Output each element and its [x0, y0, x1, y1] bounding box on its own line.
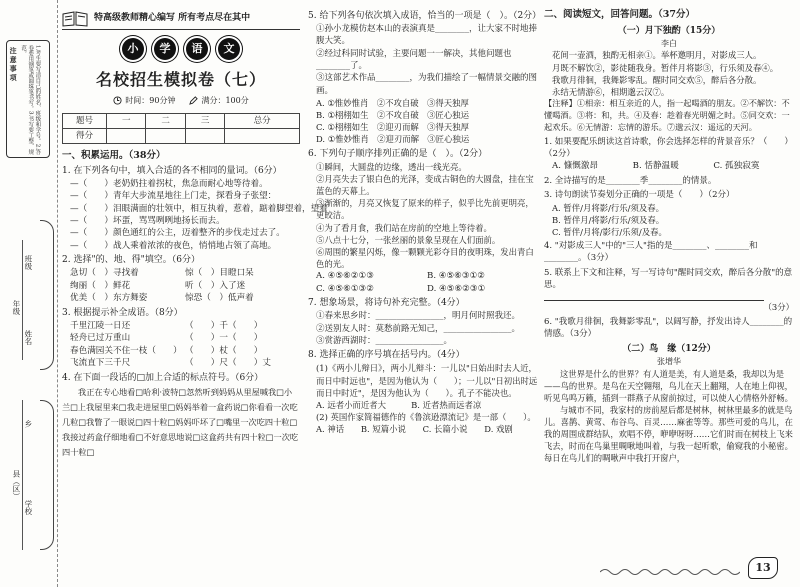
- option[interactable]: A. 远者小而近者大 B. 近者热而远者凉: [316, 399, 482, 410]
- table-cell: 二: [146, 113, 185, 128]
- fill-item[interactable]: 千里江陵一日还: [70, 320, 131, 331]
- question-line: ③渐渐的，月亮又恢复了原来的样子，似乎比先前更明亮，更皎洁。: [316, 198, 534, 221]
- option[interactable]: A. 暂伴/月将影/行乐/须及春。: [552, 202, 664, 213]
- pencil-icon: [189, 96, 198, 105]
- author: 张增华: [657, 357, 681, 367]
- option[interactable]: D. ④⑤⑥②③①: [427, 283, 486, 294]
- option[interactable]: A. ①惟妙惟肖 ②不攻自破 ③得天独厚: [316, 97, 469, 108]
- school-line[interactable]: [22, 400, 23, 550]
- column-1: [62, 8, 328, 460]
- annotation: 【注释】①相亲：相互亲近的人，指一起喝酒的朋友。②不解饮：不懂喝酒。③将：和，共。④及春：趁着春光明媚之时。⑤同交欢：一起欢乐。⑥无情游：忘情的游乐。⑦邈云汉：遥远的天河。: [544, 98, 790, 132]
- table-row: [63, 113, 300, 128]
- score-input-cell[interactable]: [225, 128, 300, 143]
- exam-title: 名校招生模拟卷（七）: [95, 70, 266, 89]
- subject-char: 文: [218, 38, 240, 60]
- table-cell: 得分: [63, 128, 107, 143]
- option[interactable]: D. ①惟妙惟肖 ②迎刃而解 ③匠心独运: [316, 134, 470, 145]
- town-label: 乡: [23, 420, 33, 428]
- table-cell: 三: [185, 113, 224, 128]
- question-line: (1)《两小儿辩日》，两小儿辩斗：一儿以"日始出时去人近，而日中时远也"，是因为他认为（ ）；一儿以"日初出时远而日中时近"，是因为他认为（ ）。孔子不能决也。: [316, 363, 538, 398]
- fill-item[interactable]: 惊（ ）目瞪口呆: [185, 268, 254, 279]
- book-icon: [62, 11, 88, 27]
- fill-item[interactable]: （ ）一（ ）: [185, 333, 263, 344]
- option[interactable]: C. 孤独寂寞: [713, 161, 760, 172]
- fill-item[interactable]: 春色满园关不住一枝（ ）: [70, 345, 182, 356]
- time-info: [113, 95, 175, 107]
- name-label: 姓名: [23, 330, 33, 345]
- fill-item[interactable]: 听（ ）入了迷: [185, 280, 246, 291]
- option[interactable]: A. 慷慨激昂: [552, 161, 599, 172]
- passage-title: （二）鸟 缘（12分）: [622, 344, 716, 355]
- option[interactable]: A. 神话 B. 短篇小说 C. 长篇小说 D. 戏剧: [316, 424, 513, 435]
- score-text: 满分：100分: [201, 96, 249, 106]
- option-grid: [62, 267, 300, 304]
- fill-item[interactable]: 急切（ ）寻找着: [70, 268, 139, 279]
- option[interactable]: A. ④⑤⑥②①③: [316, 271, 374, 282]
- question: 5. 给下列各句依次填入成语，恰当的一项是（ ）。（2分）: [308, 11, 542, 21]
- page-number: 13: [748, 557, 778, 579]
- question-line: —（ ）坏蛋，骂骂咧咧地扬长而去。: [70, 215, 225, 226]
- banner: [62, 8, 300, 30]
- score-input-cell[interactable]: [146, 128, 185, 143]
- fill-item[interactable]: 飞流直下三千尺: [70, 358, 131, 369]
- question-line: —（ ）颜色通红的公主，迈着整齐的步伐走过去了。: [70, 228, 285, 239]
- option[interactable]: C. 暂伴/月将/影行/乐须/及春。: [552, 226, 667, 237]
- question-line: ①瞬间，大圆盘的边缘，透出一线光亮。: [316, 161, 467, 172]
- passage-paragraph: 与城市不同，我家村的房前屋后都是树林，树林里最多的就是鸟儿。喜鹊、黄莺、布谷鸟、百灵……麻雀等等。那些可爱的鸟儿，在我的周围成群结队，欢唱不停，咿咿呀呀……它们时而在树枝上飞来飞去，时而在鸟巢里啁啾地叫着，与我一起听歌，偷窥我的小秘密。每日在鸟儿们的啁啾声中我打开窗户，: [544, 404, 793, 463]
- question-line: ⑥周围的繁星闪烁，像一颗颗光彩夺目的夜明珠，发出青白色的光。: [316, 247, 534, 270]
- option-grid: [544, 160, 794, 172]
- subject-row: [62, 38, 300, 60]
- notice-box: [6, 40, 50, 158]
- question: 7. 想象场景，将诗句补充完整。（4分）: [308, 298, 465, 309]
- author: 李白: [661, 38, 677, 48]
- question-line: —（ ）泪眼满面的壮领中，相互执着，惹着，踮着脚望着，望着: [70, 203, 328, 214]
- fill-item[interactable]: （ ）尺（ ）丈: [185, 358, 271, 369]
- option-grid: [308, 270, 538, 295]
- column-2: [308, 8, 542, 435]
- question[interactable]: 4. "对影成三人"中的"三人"指的是________、________和________。（3分）: [544, 241, 758, 264]
- option[interactable]: C. ④⑤⑥①③②: [316, 283, 374, 294]
- subject-char: 学: [154, 38, 176, 60]
- question-line: ⑤八点十七分，一张丝丽的景象呈现在人们面前。: [316, 234, 501, 245]
- question: 3. 根据提示补全成语。（8分）: [62, 307, 183, 318]
- question-line: ④为了看月食，我们站在房前的空地上等待着。: [316, 222, 492, 233]
- question: 6. 下列句子顺序排列正确的是（ ）。（2分）: [308, 148, 488, 159]
- passage-paragraph: 这世界是什么的世界？有人道是美，有人道是桑，我却以为是——鸟的世界。是鸟在天空翱翔，鸟儿在天上翻翔，人在地上仰视，听见鸟鸣万籁，插到一群燕子从窗前掠过，可以使人心情格外舒畅。: [544, 368, 793, 403]
- score-table: [62, 113, 300, 144]
- score-input-cell[interactable]: [185, 128, 224, 143]
- question: 5. 联系上下文和注释，写一写诗句"醒时同交欢，醉后各分散"的意思。: [544, 267, 793, 291]
- banner-text: 特高级教师精心编写 所有考点尽在其中: [94, 12, 251, 23]
- table-cell: 题号: [63, 113, 107, 128]
- question: 1. 在下列各句中，填入合适的各不相同的量词。（6分）: [62, 165, 282, 176]
- question-line: ②月亮失去了银白色的光泽，变成古铜色的大圆盘，挂在宝蓝色的天幕上。: [316, 173, 534, 197]
- poem-line: 花间一壶酒，独酌无相亲①。举杯邀明月，对影成三人。: [552, 50, 762, 61]
- table-cell: 一: [107, 113, 146, 128]
- question: 1. 如果要配乐朗读这首诗歌，你会选择怎样的背景音乐？（ ）（2分）: [544, 136, 793, 160]
- fill-line[interactable]: ③赏游西湖时：________________。: [316, 335, 453, 346]
- option[interactable]: B. 恬静温暖: [632, 161, 679, 172]
- option[interactable]: B. 暂伴月/将影/行乐/须及春。: [552, 214, 665, 225]
- question-line: ①孙小龙模仿赵本山的表演真是________，让大家不时地捧腹大笑。: [316, 24, 538, 47]
- question-line: —（ ）青年大步流星地往上门走，探看身子张望：: [70, 191, 277, 202]
- section-heading: 一、积累运用。（38分）: [62, 149, 166, 161]
- column-3: [544, 8, 794, 464]
- option[interactable]: B. ④⑤⑥③①②: [427, 271, 486, 282]
- fill-item[interactable]: （ ）千（ ）: [185, 320, 263, 331]
- fill-line[interactable]: ①春来思乡时：________________，明月何时照我还。: [316, 311, 521, 322]
- question[interactable]: 6. "我歌月徘徊，我舞影零乱"，以阔写静，抒发出诗人________的情感。（3分）: [544, 316, 793, 339]
- exam-meta: [62, 95, 300, 107]
- question-line: —（ ）老奶奶拄着拐杖，焦急而耐心地等待着。: [70, 178, 268, 189]
- answer-line[interactable]: [544, 291, 764, 301]
- county-label: 县（区）: [11, 470, 21, 500]
- subject-char: 语: [186, 38, 208, 60]
- question-line: —（ ）战人乘着浓浓的夜色，悄悄地占领了高地。: [70, 240, 277, 251]
- fill-line[interactable]: ②送别友人时：莫愁前路无知己，________________。: [316, 323, 521, 334]
- score-info: [189, 95, 248, 107]
- fill-item[interactable]: 绚丽（ ）鲜花: [70, 280, 131, 291]
- question-line: ②经过科同时试验，主要问题一一解决，其他问题也________了。: [316, 48, 512, 71]
- wave-decoration: [600, 567, 740, 577]
- question: 8. 选择正确的序号填在括号内。（4分）: [308, 350, 465, 361]
- table-cell: 总分: [225, 113, 300, 128]
- score-note: （3分）: [763, 302, 794, 313]
- poem-line: 月既不解饮②，影徒随我身。暂伴月将影③，行乐须及春④。: [552, 62, 779, 73]
- binding-strip: [0, 0, 58, 587]
- question-line: ③这部艺术作品________，为我们描绘了一幅情景交融的图画。: [316, 73, 538, 96]
- info-line[interactable]: [22, 240, 23, 360]
- punctuation-passage[interactable]: 我正在专心地看□哈利·波特□忽然听到妈妈从里屋喊我□小兰□上我屋里来□我走进屋里□妈妈举着一盒药说□你看看一次吃几粒□我瞥了一眼说□四十粒□妈妈吓坏了□嘴里一次吃四十粒□我接过药盒仔细地看□不好意思地说□这盒药共有四十粒□一次吃四十粒□: [62, 386, 299, 458]
- grade-label: 年级: [11, 300, 21, 315]
- time-text: 时间：90分钟: [125, 96, 176, 106]
- fill-item[interactable]: 惊恐（ ）低声着: [185, 293, 254, 304]
- clock-icon: [113, 96, 122, 105]
- fill-item[interactable]: 轻舟已过万重山: [70, 333, 131, 344]
- fill-item[interactable]: （ ）杖（ ）: [185, 345, 263, 356]
- question: 3. 诗句朗读节奏划分正确的一项是（ ）（2分）: [544, 190, 735, 201]
- question[interactable]: 2. 全诗描写的是________季________的情景。: [544, 175, 717, 186]
- section-heading: 二、阅读短文，回答问题。（37分）: [544, 9, 695, 20]
- option[interactable]: C. ①栩栩如生 ②迎刃而解 ③得天独厚: [316, 122, 469, 133]
- question-line: (2) 英国作家简福德作的《鲁滨逊漂流记》是一部（ ）。: [316, 412, 536, 423]
- poem-line: 我歌月徘徊，我舞影零乱。醒时同交欢⑤，醉后各分散。: [552, 74, 762, 85]
- bracket: [40, 400, 54, 550]
- class-label: 班级: [23, 255, 33, 270]
- score-input-cell[interactable]: [107, 128, 146, 143]
- option[interactable]: B. ①栩栩如生 ②不攻自破 ③匠心独运: [316, 110, 469, 121]
- passage-title: （一）月下独酌（15分）: [617, 25, 721, 36]
- subject-char: 小: [122, 38, 144, 60]
- table-row: [63, 128, 300, 143]
- bracket: [40, 220, 54, 370]
- notice-text: 1.考生要写清自己的姓名、班级和学号。2.答卷要用钢笔或圆珠笔书写。3.书写要工整、规范。: [20, 45, 41, 155]
- notice-title: 注意事项: [9, 47, 19, 83]
- option-grid: [62, 320, 300, 370]
- school-label: 学校: [23, 500, 33, 515]
- question: 4. 在下面一段话的□加上合适的标点符号。（6分）: [62, 372, 264, 383]
- fill-item[interactable]: 优美（ ）东方舞姿: [70, 293, 148, 304]
- question: 2. 选择"的、地、得"填空。（6分）: [62, 255, 200, 266]
- poem-line: 永结无情游⑥，相期邈云汉⑦。: [552, 86, 670, 97]
